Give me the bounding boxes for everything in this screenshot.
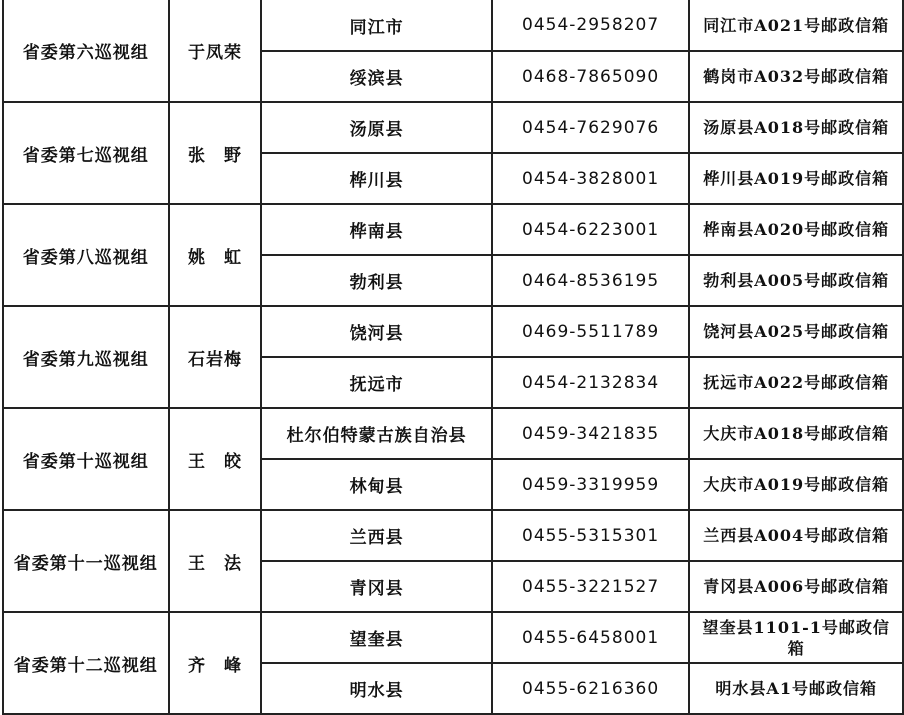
county-name: 桦川县	[261, 153, 491, 204]
county-name: 勃利县	[261, 255, 491, 306]
inspection-group-name: 省委第十一巡视组	[3, 510, 169, 612]
inspection-group-name: 省委第九巡视组	[3, 306, 169, 408]
phone-number: 0455-5315301	[492, 510, 690, 561]
mailbox-address: 饶河县A025号邮政信箱	[689, 306, 903, 357]
mailbox-address: 鹤岗市A032号邮政信箱	[689, 51, 903, 102]
phone-number: 0454-2958207	[492, 0, 690, 51]
county-name: 同江市	[261, 0, 491, 51]
mailbox-address: 汤原县A018号邮政信箱	[689, 102, 903, 153]
phone-number: 0454-6223001	[492, 204, 690, 255]
phone-number: 0464-8536195	[492, 255, 690, 306]
mailbox-address: 大庆市A018号邮政信箱	[689, 408, 903, 459]
table-row	[3, 612, 903, 663]
table-row	[3, 102, 903, 153]
group-leader-name: 姚 虹	[169, 204, 262, 306]
county-name: 饶河县	[261, 306, 491, 357]
phone-number: 0455-3221527	[492, 561, 690, 612]
county-name: 望奎县	[261, 612, 491, 663]
mailbox-address: 大庆市A019号邮政信箱	[689, 459, 903, 510]
county-name: 明水县	[261, 663, 491, 714]
phone-number: 0469-5511789	[492, 306, 690, 357]
mailbox-address: 望奎县1101-1号邮政信箱	[689, 612, 903, 663]
mailbox-address: 桦川县A019号邮政信箱	[689, 153, 903, 204]
table-row	[3, 408, 903, 459]
table-row	[3, 204, 903, 255]
phone-number: 0454-3828001	[492, 153, 690, 204]
inspection-group-name: 省委第十二巡视组	[3, 612, 169, 714]
mailbox-address: 勃利县A005号邮政信箱	[689, 255, 903, 306]
inspection-contact-table	[2, 0, 904, 715]
table-row	[3, 0, 903, 51]
county-name: 桦南县	[261, 204, 491, 255]
phone-number: 0468-7865090	[492, 51, 690, 102]
group-leader-name: 张 野	[169, 102, 262, 204]
county-name: 杜尔伯特蒙古族自治县	[261, 408, 491, 459]
table-row	[3, 510, 903, 561]
inspection-group-name: 省委第七巡视组	[3, 102, 169, 204]
county-name: 绥滨县	[261, 51, 491, 102]
phone-number: 0459-3319959	[492, 459, 690, 510]
group-leader-name: 齐 峰	[169, 612, 262, 714]
mailbox-address: 兰西县A004号邮政信箱	[689, 510, 903, 561]
inspection-group-name: 省委第八巡视组	[3, 204, 169, 306]
county-name: 林甸县	[261, 459, 491, 510]
mailbox-address: 青冈县A006号邮政信箱	[689, 561, 903, 612]
mailbox-address: 抚远市A022号邮政信箱	[689, 357, 903, 408]
inspection-group-name: 省委第六巡视组	[3, 0, 169, 102]
phone-number: 0455-6216360	[492, 663, 690, 714]
mailbox-address: 同江市A021号邮政信箱	[689, 0, 903, 51]
mailbox-address: 桦南县A020号邮政信箱	[689, 204, 903, 255]
group-leader-name: 王 法	[169, 510, 262, 612]
group-leader-name: 石岩梅	[169, 306, 262, 408]
phone-number: 0454-2132834	[492, 357, 690, 408]
county-name: 青冈县	[261, 561, 491, 612]
group-leader-name: 王 皎	[169, 408, 262, 510]
group-leader-name: 于凤荣	[169, 0, 262, 102]
phone-number: 0455-6458001	[492, 612, 690, 663]
county-name: 抚远市	[261, 357, 491, 408]
phone-number: 0459-3421835	[492, 408, 690, 459]
inspection-group-name: 省委第十巡视组	[3, 408, 169, 510]
table-row	[3, 306, 903, 357]
county-name: 汤原县	[261, 102, 491, 153]
county-name: 兰西县	[261, 510, 491, 561]
mailbox-address: 明水县A1号邮政信箱	[689, 663, 903, 714]
phone-number: 0454-7629076	[492, 102, 690, 153]
